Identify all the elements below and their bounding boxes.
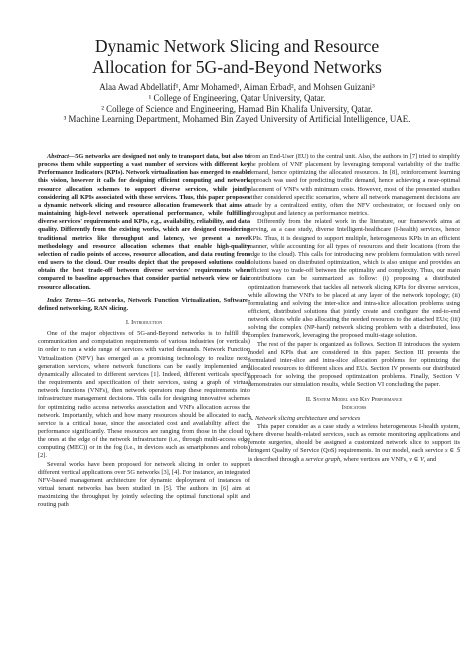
section-1-heading: I. Introduction — [125, 318, 163, 326]
intro-paragraph-1: One of the major objectives of 5G-and-Beyond networks is to fulfill the communication and computation requirements of various industries (or verticals) in order to run a wide range of services with varied demands. Network Function Virtualization (NFV) has emerged as a promising technology to realize next-generation services, where network functions can be easily implemented and dynamically allocated to different services [1]. Indeed, different verticals specify the requirements and specification of their services, using a graph of virtual network functions (VNFs), then network operators map these requirements into infrastructure management decisions. This calls for designing innovative schemes for optimizing radio access networks association and VNFs allocation across the network. Importantly, which and how many resources should be allocated to each service is a critical issue, since the associated cost and availability affect the performance significantly. These resources are ranging from those in the cloud to the ones at the edge of the network infrastructure (i.e., through multi-access edge computing (MEC)) or in the fog (i.e., in devices such as smartphones and robots) [2]. — [38, 330, 250, 460]
index-terms — [38, 297, 250, 313]
intro-paragraph-2: Several works have been proposed for network slicing in order to support different vertical applications over 5G networks [3], [4]. For instance, an integrated NFV-based management architecture for dynamic deployment of instances of virtual tenant networks has been studied in [5]. The authors in [6] aim at maximizing the throughput by jointly selecting the optimal functional split and routing path — [38, 460, 250, 509]
abstract — [38, 153, 250, 292]
section-2-heading — [248, 396, 460, 412]
service-set-math: s ∈ 𝕊 — [445, 447, 460, 455]
para-4-text-c: , where vertices are VNFs, — [340, 455, 410, 463]
vnf-set-math: v ∈ V — [409, 455, 424, 463]
affiliation-3: ³ Machine Learning Department, Mohamed Bin Zayed University of Artificial Intelligence, UAE. — [63, 114, 411, 125]
para-4-text-d: , and — [423, 455, 437, 463]
abstract-text: —5G networks are designed not only to transport data, but also to process them while supporting a vast number of services with different key Performance Indicators (KPIs). Network virtualization has emerged to enable this vision, however it calls for designing efficient computing and network resource allocation schemes to support diverse services, while jointly considering all KPIs associated with these services. Thus, this paper proposes a dynamic network slicing and resource allocation framework that aims at maintaining high-level network operational performance, while fulfilling diverse services' requirements and KPIs, e.g., availability, reliability, and data quality. Differently from the existing works, which are designed considering traditional metrics like throughput and latency, we present a novel methodology and resource allocation schemes that enable high-quality selection of radio points of access, resource allocation, and data routing from end users to the cloud. Our results depict that the proposed solutions could obtain the best trade-off between diverse services' requirements when compared to baseline approaches that consider partial network view or fair resource allocation. — [38, 153, 250, 291]
subsection-2a-heading: A. Network slicing architecture and services — [248, 414, 361, 422]
para-4-text-a: This paper consider as a case study a wireless heterogeneous I-health system, where diverse health-related services, such as remote monitoring applications and remote surgeries, should be assigned a customized network slice to support its stringent Quality of Service (QoS) requirements. In our model, each service — [248, 423, 460, 455]
title-line-1: Dynamic Network Slicing and Resource — [94, 36, 380, 56]
section-2-heading-line-2: Indicators — [341, 403, 367, 411]
service-graph-term: service graph — [305, 455, 341, 463]
title-line-2: Allocation for 5G-and-Beyond Networks — [92, 57, 382, 77]
right-column — [248, 153, 460, 464]
right-paragraph-3: The rest of the paper is organized as follows. Section II introduces the system model and KPIs that are considered in this paper. Section III presents the formulated inter-slice and intra-slice allocation problems for optimizing the allocated resources to different slices and EUs. Section IV presents our distributed approach for solving the proposed optimization problems. Finally, Section V demonstrates our simulation results, while Section VI concluding the paper. — [248, 340, 460, 389]
paper-title — [20, 36, 454, 78]
right-paragraph-1: from an End-User (EU) to the central unit. Also, the authors in [7] tried to simplify the problem of VNF placement by leveraging temporal variability of the traffic demand, hence optimizing the allocated resources. In [8], reinforcement learning approach was used for predicting traffic demand, hence achieving a near-optimal placement of VNFs with minimum costs. However, most of the presented studies either considered specific scenarios, where all network management decisions are made by a centralized entity, often the NFV orchestrator, or focused only on throughput and latency as performance metrics. — [248, 153, 460, 218]
affiliation-1: ¹ College of Engineering, Qatar University, Qatar. — [148, 92, 326, 103]
para-4-text-b: is described through a — [248, 455, 306, 463]
left-column — [38, 153, 250, 510]
author-block — [20, 82, 454, 125]
section-2-heading-line-1: II. System Model and Key Performance — [305, 395, 403, 403]
index-terms-text: —5G networks, Network Function Virtualization, Software-defined networking, RAN slicing. — [38, 296, 250, 312]
right-paragraph-4 — [248, 423, 460, 464]
affiliation-2: ² College of Science and Engineering, Hamad Bin Khalifa University, Qatar. — [101, 103, 373, 114]
abstract-label: Abstract — [47, 153, 69, 160]
index-terms-label: Index Terms — [47, 296, 82, 304]
author-list: Alaa Awad Abdellatif¹, Amr Mohamed¹, Aiman Erbad², and Mohsen Guizani³ — [99, 82, 375, 92]
right-paragraph-2: Differently from the related work in the literature, our framework aims at serving, as a case study, diverse Intelligent-healthcare (I-health) services, hence KPIs. Thus, it is designed to support multiple, heterogeneous KPIs in an efficient manner, while accounting for all types of resources and their locations (from the edge to the cloud). This calls for introducing new problem formulation with novel solutions based on distributed optimization, which is also unique and provides an efficient way to trade-off between the optimality and complexity. Thus, our main contributions can be summarized as follow: (i) proposing a distributed optimization framework that tackles all network slicing KPIs for diverse services, while allowing the VNFs to be placed at any layer of the network topology; (ii) formulating and solving the inter-slice and intra-slice allocation problems using efficient, distributed solutions that jointly create and configure the end-to-end network slices while also allocating the needed resources to the attached EUs; (iii) solving the complex (NP-hard) network slicing problem with a distributed, less complex framework, leveraging the proposed multi-stage solution. — [248, 218, 460, 340]
